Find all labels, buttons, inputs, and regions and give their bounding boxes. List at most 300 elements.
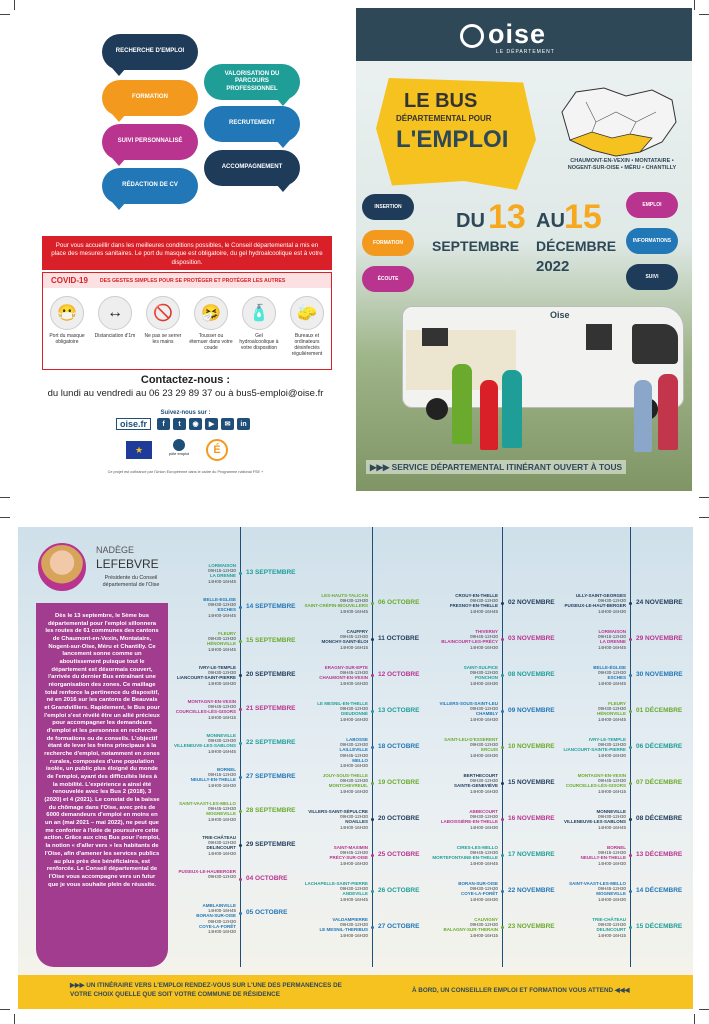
town-hours: 09H15-12H30 xyxy=(597,850,626,856)
town-hours: 09H30-12H30 xyxy=(469,598,498,604)
schedule-stops xyxy=(148,869,236,879)
facebook-icon[interactable]: f xyxy=(157,418,170,430)
town-hours: 09H30-12H30 xyxy=(339,778,368,784)
town-name: LIANCOURT-SAINT-PIERRE xyxy=(176,675,236,681)
pole-emploi-logo: pôle emploi xyxy=(166,439,192,461)
town-name: FRESNOY-EN-THELLE xyxy=(449,603,498,609)
town-name: DELINCOURT xyxy=(596,927,626,933)
town-name: CIRES-LES-MELLO xyxy=(456,845,498,850)
service-bubble: RECRUTEMENT xyxy=(204,106,300,142)
schedule-stops xyxy=(148,665,236,686)
schedule-stops xyxy=(410,701,498,722)
schedule-date: 04 OCTOBRE xyxy=(246,875,288,882)
covid-subtitle: DES GESTES SIMPLES POUR SE PROTÉGER ET PROTÉGER LES AUTRES xyxy=(99,277,286,284)
timeline-dot xyxy=(239,810,242,813)
president-first: NADÈGE xyxy=(96,545,135,555)
partner-logos xyxy=(126,439,228,461)
town-name: MELLO xyxy=(352,757,368,763)
town-name: MONNEVILLE xyxy=(206,733,236,738)
timeline-dot xyxy=(501,782,504,785)
title-line1: LE BUS xyxy=(404,90,478,112)
schedule-stops xyxy=(148,631,236,652)
town-hours: 09H30-12H30 xyxy=(207,874,236,880)
schedule-stops xyxy=(538,629,626,650)
gesture-item xyxy=(141,296,185,357)
timeline-dot xyxy=(239,776,242,779)
town-hours: 09H30-12H30 xyxy=(597,814,626,820)
service-bubble: ACCOMPAGNEMENT xyxy=(204,150,300,186)
title-line3: L'EMPLOI xyxy=(396,126,509,153)
schedule-stops xyxy=(538,917,626,938)
town-name: PUISEUX-LE-HAUT-BERGER xyxy=(564,603,626,609)
schedule-date: 19 OCTOBRE xyxy=(378,779,420,786)
town-name: SAINT-LEU-D'ESSERENT xyxy=(444,737,498,742)
town-name: ESCHES xyxy=(607,675,626,681)
schedule-stops xyxy=(538,701,626,722)
schedule-date: 22 NOVEMBRE xyxy=(508,887,555,894)
town-hours: 09H30-12H30 xyxy=(339,742,368,748)
town-hours: 09H30-12H30 xyxy=(469,778,498,784)
town-hours: 14H00-16H45 xyxy=(207,578,236,584)
town-hours: 14H00-16H30 xyxy=(469,896,498,902)
town-hours: 14H00-16H45 xyxy=(339,896,368,902)
schedule-date: 28 SEPTEMBRE xyxy=(246,807,296,814)
schedule-stops xyxy=(280,845,368,866)
town-hours: 09H30-12H30 xyxy=(207,602,236,608)
schedule-date: 30 NOVEMBRE xyxy=(636,671,683,678)
schedule-stops xyxy=(148,563,236,584)
town-hours: 09H45-12H30 xyxy=(339,670,368,676)
town-hours: 14H00-16H30 xyxy=(339,860,368,866)
schedule-date: 21 SEPTEMBRE xyxy=(246,705,296,712)
president-role: Présidente du Conseil départemental de l'Oise xyxy=(102,575,160,589)
town-hours: 14H00-16H45 xyxy=(339,608,368,614)
town-name: CAUVIGNY xyxy=(474,917,498,922)
schedule-stops xyxy=(148,903,236,934)
contact-title: Contactez-nous : xyxy=(140,374,231,386)
contact-line: du lundi au vendredi au 06 23 29 89 37 ou à bus5-emploi@oise.fr xyxy=(47,388,324,399)
schedule-stops xyxy=(280,773,368,794)
schedule-stops xyxy=(410,665,498,686)
schedule-date: 17 NOVEMBRE xyxy=(508,851,555,858)
schedule-stops xyxy=(410,593,498,614)
town-hours: 14H00-16H30 xyxy=(469,824,498,830)
timeline-dot xyxy=(629,890,632,893)
schedule-stops xyxy=(410,737,498,758)
town-name: HÉNONVILLE xyxy=(596,711,626,717)
town-name: PONCHON xyxy=(474,675,498,681)
town-hours: 14H00-16H30 xyxy=(339,762,368,768)
town-name: NEUILLY-EN-THELLE xyxy=(190,777,236,783)
town-hours: 14H00-16H45 xyxy=(597,824,626,830)
sneeze-icon: 🤧 xyxy=(194,296,228,330)
town-name: FLEURY xyxy=(218,631,236,636)
schedule-date: 23 NOVEMBRE xyxy=(508,923,555,930)
town-name: BORAN-SUR-OISE xyxy=(458,881,498,886)
schedule-date: 15 NOVEMBRE xyxy=(508,779,555,786)
schedule-stops xyxy=(280,737,368,768)
covid-title: COVID-19 xyxy=(51,276,88,285)
instagram-icon[interactable]: ◉ xyxy=(189,418,202,430)
schedule-date: 20 OCTOBRE xyxy=(378,815,420,822)
town-hours: 14H00-16H45 xyxy=(597,644,626,650)
town-name: SAINT-VAAST-LES-MELLO xyxy=(179,801,236,806)
timeline-dot xyxy=(501,854,504,857)
timeline-dot xyxy=(371,710,374,713)
town-hours: 09H30-12H30 xyxy=(469,814,498,820)
timeline-dot xyxy=(629,710,632,713)
town-hours: 14H00-16H30 xyxy=(207,782,236,788)
town-hours: 09H45-12H30 xyxy=(207,806,236,812)
schedule-stops xyxy=(280,701,368,722)
gesture-item xyxy=(237,296,281,357)
town-hours: 09H45-12H30 xyxy=(469,634,498,640)
schedule-date: 18 OCTOBRE xyxy=(378,743,420,750)
town-hours: 14H00-16H30 xyxy=(469,788,498,794)
town-hours: 09H30-12H30 xyxy=(339,922,368,928)
timeline-dot xyxy=(501,926,504,929)
town-name: LES-HAUTS-TALICAN xyxy=(321,593,368,598)
tag-right-1: INFORMATIONS xyxy=(626,228,678,254)
town-name: ERAGNY-SUR-EPTE xyxy=(324,665,368,670)
town-name: LA DRENNE xyxy=(599,639,626,645)
town-hours: 14H00-16H30 xyxy=(339,932,368,938)
timeline-dot xyxy=(371,674,374,677)
town-name: IVRY-LE-TEMPLE xyxy=(588,737,626,742)
town-name: JOUY-SOUS-THELLE xyxy=(322,773,368,778)
town-name: LACHAPELLE-SAINT-PIERRE xyxy=(304,881,368,886)
town-hours: 14H00-16H30 xyxy=(597,752,626,758)
service-bubble: RECHERCHE D'EMPLOI xyxy=(102,34,198,70)
timeline-dot xyxy=(371,746,374,749)
town-name: IVRY-LE-TEMPLE xyxy=(198,665,236,670)
town-name: NEUILLY-EN-THELLE xyxy=(580,855,626,861)
timeline-dot xyxy=(629,746,632,749)
town-hours: 09H30-12H30 xyxy=(339,814,368,820)
town-name: BLAINCOURT-LES-PRÉCY xyxy=(441,639,498,645)
town-name: COYE-LA-FORÊT xyxy=(199,923,236,929)
service-label: ▶▶▶ SERVICE DÉPARTEMENTAL ITINÉRANT OUVERT À TOUS xyxy=(366,460,626,474)
town-name: BORNEL xyxy=(607,845,626,850)
tag-right-0: EMPLOI xyxy=(626,192,678,218)
town-hours: 09H30-12H30 xyxy=(597,706,626,712)
schedule-date: 29 SEPTEMBRE xyxy=(246,841,296,848)
timeline-dot xyxy=(629,638,632,641)
town-hours: 09H45-12H30 xyxy=(339,850,368,856)
town-hours: 14H00-16H15 xyxy=(207,714,236,720)
town-name: VALDAMPIERRE xyxy=(332,917,368,922)
timeline-dot xyxy=(371,782,374,785)
service-bubble: RÉDACTION DE CV xyxy=(102,168,198,204)
timeline-dot xyxy=(239,708,242,711)
town-name: LORMAISON xyxy=(598,629,626,634)
eu-flag-icon: ★ xyxy=(126,441,152,459)
timeline-dot xyxy=(501,746,504,749)
town-hours: 09H30-12H30 xyxy=(469,922,498,928)
newsletter-icon[interactable]: ✉ xyxy=(221,418,234,430)
town-hours: 09H45-12H30 xyxy=(207,704,236,710)
president-letter: Dès le 13 septembre, le 5ème bus départemental pour l'emploi sillonnera les routes de 61 communes des cantons de Chaumont-en-Vexin, Montataire, Nogent-sur-Oise, Méru et Chantilly. Ce lancement sonne comme un aboutissement puisque tout le département est désormais couvert, l'arrivée du dernier Bus entraînant une réorganisation des zones. Ce maillage total renforce la pertinence du dispositif, né en 2016 sur les cantons de Beauvais et Grandvilliers. Rapidement, le Bus pour l'emploi s'est révélé être un allié précieux pour accompagner les demandeurs d'emploi et les personnes en recherche de formations ou de conseils. L'objectif étant de lever les freins principaux à la recherche d'emploi, notamment en zones rurales, composées d'une population isolée, un public plus éloigné du monde de l'emploi, ayant des difficultés liées à la mobilité. L'expérience a ainsi été renouvelée avec les Bus 2 (2018), 3 (2020) et 4 (2021). Le constat de la baisse du chômage dans l'Oise, avec près de 6000 demandeurs d'emploi en moins en un an (mai 2021 – mai 2022), ne peut que me conforter à l'idée de poursuivre cette action. Grâce aux cinq Bus pour l'emploi, la notion « d'aller vers » les habitants de l'Oise, afin d'amener les services publics au plus près des bénéficiaires, est renforcée. Le Conseil départemental de l'Oise vous accompagne vers un futur que je vous souhaite plein de réussite. xyxy=(36,603,168,967)
schedule-date: 01 DÉCEMBRE xyxy=(636,707,683,714)
town-hours: 14H00-16H30 xyxy=(339,716,368,722)
town-name: CHAMBLY xyxy=(475,711,498,717)
timeline-dot xyxy=(629,926,632,929)
president-photo xyxy=(38,543,86,591)
timeline-dot xyxy=(501,602,504,605)
town-name: MONNEVILLE xyxy=(596,809,626,814)
schedule-stops xyxy=(410,773,498,794)
cleaning-icon: 🧽 xyxy=(290,296,324,330)
schedule-stops xyxy=(148,767,236,788)
schedule-date: 22 SEPTEMBRE xyxy=(246,739,296,746)
tag-1: FORMATION xyxy=(362,230,414,256)
gesture-list xyxy=(43,296,331,357)
schedule-date: 27 SEPTEMBRE xyxy=(246,773,296,780)
timeline-dot xyxy=(629,602,632,605)
town-name: PUISEUX-LE-HAUBERGER xyxy=(178,869,236,874)
schedule-stops xyxy=(538,737,626,758)
town-hours: 09H30-12H30 xyxy=(469,670,498,676)
town-name: ULLY-SAINT-GEORGES xyxy=(575,593,626,598)
gesture-label: Tousser ou éternuer dans votre coude xyxy=(189,333,233,351)
town-hours: 14H00-16H30 xyxy=(339,680,368,686)
town-hours: 09H45-12H30 xyxy=(339,634,368,640)
schedule-date: 27 OCTOBRE xyxy=(378,923,420,930)
tag-right-2: SUIVI xyxy=(626,264,678,290)
schedule-stops xyxy=(410,881,498,902)
town-hours: 09H30-12H30 xyxy=(207,636,236,642)
town-name: LE MESNIL-THERIBUS xyxy=(319,927,368,933)
town-name: DIEUDONNÉ xyxy=(340,711,368,717)
mask-icon: 😷 xyxy=(50,296,84,330)
town-name: CROUY-EN-THELLE xyxy=(455,593,498,598)
town-hours: 09H30-12H30 xyxy=(339,598,368,604)
schedule-spread xyxy=(18,527,693,1009)
town-name: MONTAGNY-EN-VEXIN xyxy=(187,699,236,704)
schedule-stops xyxy=(280,629,368,650)
town-name: MONTCHEVREUIL xyxy=(328,783,368,789)
no-handshake-icon: 🚫 xyxy=(146,296,180,330)
schedule-stops xyxy=(148,733,236,754)
schedule-date: 29 NOVEMBRE xyxy=(636,635,683,642)
timeline-dot xyxy=(501,674,504,677)
town-hours: 14H00-16H15 xyxy=(597,932,626,938)
schedule-stops xyxy=(280,917,368,938)
timeline-line xyxy=(240,527,241,967)
town-name: LABOISSIÈRE-EN-THELLE xyxy=(440,819,498,825)
gel-icon: 🧴 xyxy=(242,296,276,330)
town-name: CHAUMONT-EN-VEXIN xyxy=(319,675,368,681)
town-name: SAINT-VAAST-LES-MELLO xyxy=(569,881,626,886)
left-panel xyxy=(18,8,353,491)
town-hours: 14H00-16H30 xyxy=(597,860,626,866)
town-name: FLEURY xyxy=(608,701,626,706)
town-name: CAUFFRY xyxy=(346,629,368,634)
schedule-date: 13 SEPTEMBRE xyxy=(246,569,296,576)
schedule-stops xyxy=(280,593,368,614)
town-name: SAINTE-GENEVIÈVE xyxy=(453,783,498,789)
town-hours: 09H15-12H30 xyxy=(597,634,626,640)
schedule-stops xyxy=(280,881,368,902)
site-link[interactable]: oise.fr xyxy=(116,418,151,430)
timeline-dot xyxy=(501,638,504,641)
youtube-icon[interactable]: ▶ xyxy=(205,418,218,430)
town-name: TRIE-CHÂTEAU xyxy=(592,917,626,922)
town-hours: 09H30-12H30 xyxy=(207,918,236,924)
town-hours: 09H45-12H30 xyxy=(339,752,368,758)
timeline-dot xyxy=(629,818,632,821)
schedule-stops xyxy=(148,835,236,856)
timeline-dot xyxy=(371,602,374,605)
town-name: ESCHES xyxy=(217,607,236,613)
oise-logo-text: oise xyxy=(488,19,547,49)
town-hours: 14H00-16H45 xyxy=(207,646,236,652)
gesture-label: Bureaux et ordinateurs désinfectés régulièrement xyxy=(291,333,323,357)
town-hours: 14H00-16H30 xyxy=(597,896,626,902)
town-hours: 14H00-16H30 xyxy=(207,816,236,822)
town-hours: 14H00-16H45 xyxy=(469,860,498,866)
town-name: VILLENEUVE-LES-SABLONS xyxy=(173,743,236,749)
timeline-dot xyxy=(239,844,242,847)
town-name: LORMAISON xyxy=(208,563,236,568)
town-hours: 09H30-12H30 xyxy=(339,886,368,892)
town-name: ANDEVILLE xyxy=(342,891,368,897)
town-name: VILLERS-SOUS-SAINT-LEU xyxy=(439,701,498,706)
town-name: BORNEL xyxy=(217,767,236,772)
town-hours: 09H30-12H30 xyxy=(339,706,368,712)
twitter-icon[interactable]: t xyxy=(173,418,186,430)
town-name: MOGNEVILLE xyxy=(596,891,626,897)
town-hours: 14H00-16H45 xyxy=(207,748,236,754)
linkedin-icon[interactable]: in xyxy=(237,418,250,430)
gesture-item xyxy=(45,296,89,357)
town-hours: 09H30-12H30 xyxy=(597,922,626,928)
timeline-dot xyxy=(371,854,374,857)
town-name: LABOSSE xyxy=(346,737,368,742)
schedule-stops xyxy=(410,629,498,650)
town-hours: 09H30-12H30 xyxy=(207,738,236,744)
timeline-dot xyxy=(239,878,242,881)
town-hours: 09H30-12H30 xyxy=(469,742,498,748)
schedule-stops xyxy=(280,809,368,830)
town-name: THIVERNY xyxy=(475,629,498,634)
town-hours: 14H00-16H45 xyxy=(207,612,236,618)
schedule-date: 06 DÉCEMBRE xyxy=(636,743,683,750)
timeline-dot xyxy=(371,818,374,821)
president-last: LEFEBVRE xyxy=(96,557,159,571)
schedule-stops xyxy=(538,665,626,686)
schedule-date: 07 DÉCEMBRE xyxy=(636,779,683,786)
gesture-item xyxy=(189,296,233,357)
town-name: BELLE-ÉGLISE xyxy=(593,665,626,670)
timeline-dot xyxy=(629,674,632,677)
schedule-date: 25 OCTOBRE xyxy=(378,851,420,858)
town-name: LA DRENNE xyxy=(209,573,236,579)
town-hours: 14H00-16H30 xyxy=(207,680,236,686)
gesture-label: Port du masque obligatoire xyxy=(49,333,85,345)
schedule-date: 09 NOVEMBRE xyxy=(508,707,555,714)
schedule-stops xyxy=(410,845,498,866)
schedule-date: 08 NOVEMBRE xyxy=(508,671,555,678)
tag-0: INSERTION xyxy=(362,194,414,220)
town-name: ABBECOURT xyxy=(469,809,498,814)
oise-map xyxy=(556,82,680,160)
timeline-dot xyxy=(501,890,504,893)
town-name: VILLERS-SAINT-SÉPULCRE xyxy=(308,809,368,814)
timeline-dot xyxy=(501,818,504,821)
timeline-dot xyxy=(239,912,242,915)
schedule-date: 26 OCTOBRE xyxy=(378,887,420,894)
timeline-dot xyxy=(239,674,242,677)
gesture-label: Gel hydroalcoolique à votre disposition xyxy=(239,333,279,351)
town-hours: 14H00-16H45 xyxy=(207,908,236,914)
town-hours: 09H15-12H30 xyxy=(207,772,236,778)
sanitary-notice: Pour vous accueillir dans les meilleures conditions possibles, le Conseil départemental a mis en place des mesures sanitaires. Le port du masque est obligatoire, du gel hydroalcoolique est à votre disposition. xyxy=(42,236,332,270)
town-name: DELINCOURT xyxy=(206,845,236,851)
town-hours: 14H00-16H30 xyxy=(207,928,236,934)
town-hours: 14H00-16H30 xyxy=(339,824,368,830)
schedule-stops xyxy=(538,881,626,902)
timeline-dot xyxy=(371,638,374,641)
town-name: HÉNONVILLE xyxy=(206,641,236,647)
schedule-date: 24 NOVEMBRE xyxy=(636,599,683,606)
schedule-stops xyxy=(538,773,626,794)
schedule-stops xyxy=(148,801,236,822)
gesture-item xyxy=(93,296,137,357)
town-name: MONTAGNY-EN-VEXIN xyxy=(577,773,626,778)
town-name: NOAILLES xyxy=(345,819,368,825)
town-hours: 09H30-12H30 xyxy=(207,670,236,676)
town-hours: 09H30-12H30 xyxy=(207,840,236,846)
town-name: SAINT-CRÉPIN-IBOUVILLERS xyxy=(304,603,368,609)
town-hours: 09H30-12H30 xyxy=(469,706,498,712)
timeline-dot xyxy=(501,710,504,713)
town-hours: 09H30-12H30 xyxy=(597,742,626,748)
tag-2: ÉCOUTE xyxy=(362,266,414,292)
oise-logo-icon xyxy=(460,24,484,48)
schedule-date: 14 SEPTEMBRE xyxy=(246,603,296,610)
schedule-date: 20 SEPTEMBRE xyxy=(246,671,296,678)
schedule-date: 15 DÉCEMBRE xyxy=(636,923,683,930)
schedule-date: 16 NOVEMBRE xyxy=(508,815,555,822)
social-row xyxy=(116,418,250,430)
schedule-date: 14 DÉCEMBRE xyxy=(636,887,683,894)
town-hours: 14H00-16H15 xyxy=(597,788,626,794)
ministry-logo: É xyxy=(206,439,228,461)
town-hours: 14H00-16H30 xyxy=(339,788,368,794)
schedule-date: 06 OCTOBRE xyxy=(378,599,420,606)
timeline-dot xyxy=(239,572,242,575)
town-name: LAILLEVILLE xyxy=(339,747,368,753)
town-hours: 09H15-12H30 xyxy=(207,568,236,574)
town-hours: 14H00-16H45 xyxy=(597,716,626,722)
schedule-date: 08 DÉCEMBRE xyxy=(636,815,683,822)
covid-box xyxy=(42,272,332,370)
schedule-date: 02 NOVEMBRE xyxy=(508,599,555,606)
town-name: BELLE-EGLISE xyxy=(203,597,236,602)
town-name: LIANCOURT-SAINTE-PIERRE xyxy=(563,747,626,753)
town-hours: 14H00-16H30 xyxy=(469,752,498,758)
town-name: COURCELLES-LÈS-GISORS xyxy=(565,783,626,789)
town-name: COURCELLES-LÈS-GISORS xyxy=(175,709,236,715)
distance-icon: ↔ xyxy=(98,296,132,330)
town-hours: 14H00-16H15 xyxy=(469,932,498,938)
town-hours: 14H00-16H30 xyxy=(469,644,498,650)
town-hours: 14H00-16H45 xyxy=(597,680,626,686)
bus-logo: Oise xyxy=(550,310,570,320)
timeline-dot xyxy=(629,854,632,857)
timeline-dot xyxy=(371,926,374,929)
